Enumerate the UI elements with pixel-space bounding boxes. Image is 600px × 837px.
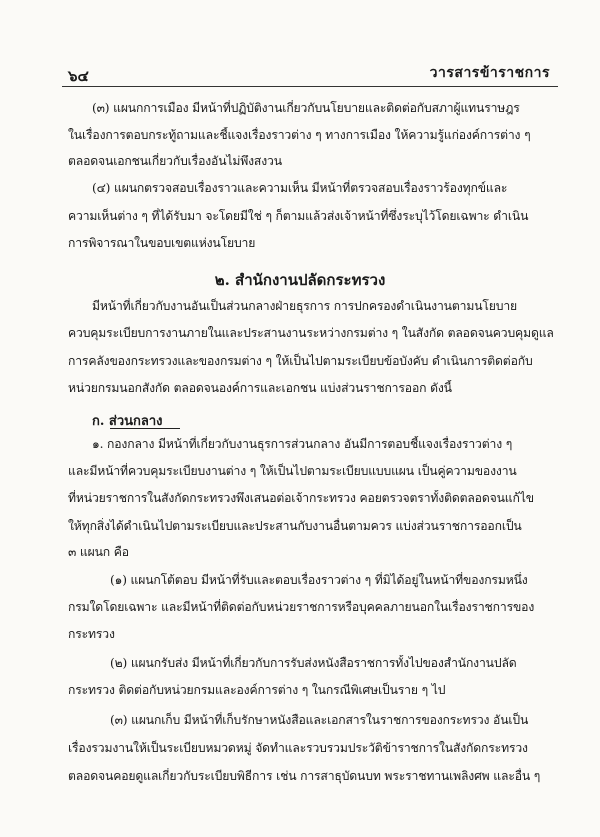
text-line: (๔) แผนกตรวจสอบเรื่องราวและความเห็น มีหน้าที่ตรวจสอบเรื่องราวร้องทุกข์และ	[92, 181, 508, 195]
text-line: การคลังของกระทรวงและของกรมต่าง ๆ ให้เป็นไปตามระเบียบข้อบังคับ ดำเนินการติดต่อกับ	[68, 354, 533, 368]
text-line: กระทรวง ติดต่อกับหน่วยกรมและองค์การต่าง ๆ ในกรณีพิเศษเป็นราย ๆ ไป	[68, 683, 446, 697]
text-line: (๓) แผนกการเมือง มีหน้าที่ปฏิบัติงานเกี่ยวกับนโยบายและติดต่อกับสภาผู้แทนราษฎร	[92, 101, 520, 115]
section-title: ๒. สำนักงานปลัดกระทรวง	[214, 271, 386, 289]
text-line: ตลอดจนคอยดูแลเกี่ยวกับระเบียบพิธีการ เช่น การสาธุบัดนบท พระราชทานเพลิงศพ และอื่น ๆ	[68, 769, 541, 783]
text-line: ที่หน่วยราชการในสังกัดกระทรวงพึงเสนอต่อเจ้ากระทรวง คอยตรวจตราทั้งติดตลอดจนแก้ไข	[68, 491, 534, 505]
text-line: หน่วยกรมนอกสังกัด ตลอดจนองค์การและเอกชน แบ่งส่วนราชการออก ดังนี้	[68, 381, 452, 395]
text-line: (๒) แผนกรับส่ง มีหน้าที่เกี่ยวกับการรับส่งหนังสือราชการทั้งไปของสำนักงานปลัด	[110, 656, 517, 670]
text-line: ในเรื่องการตอบกระทู้ถามและชี้แจงเรื่องราวต่าง ๆ ทางการเมือง ให้ความรู้แก่องค์การต่าง ๆ	[68, 128, 531, 142]
text-line: ความเห็นต่าง ๆ ที่ได้รับมา จะโดยมีใช่ ๆ ก็ตามแล้วส่งเจ้าหน้าที่ซึ่งระบุไว้โดยเฉพาะ ดำเนิน	[68, 209, 529, 223]
text-line: มีหน้าที่เกี่ยวกับงานอันเป็นส่วนกลางฝ่ายธุรการ การปกครองดำเนินงานตามนโยบาย	[92, 299, 518, 313]
text-line: กระทรวง	[68, 627, 115, 641]
text-line: ควบคุมระเบียบการงานภายในและประสานงานระหว่างกรมต่าง ๆ ในสังกัด ตลอดจนควบคุมดูแล	[68, 326, 554, 340]
subsection-underline	[110, 428, 180, 429]
page-number: ๖๔	[68, 67, 89, 85]
header-rule	[62, 86, 558, 87]
subsection-title: ก. ส่วนกลาง	[92, 414, 163, 429]
text-line: เรื่องรวมงานให้เป็นระเบียบหมวดหมู่ จัดทำและรวบรวมประวัติข้าราชการในสังกัดกระทรวง	[68, 741, 528, 755]
text-line: ตลอดจนเอกชนเกี่ยวกับเรื่องอันไม่พึงสงวน	[68, 154, 282, 168]
text-line: และมีหน้าที่ควบคุมระเบียบงานต่าง ๆ ให้เป็นไปตามระเบียบแบบแผน เป็นคู่ความของงาน	[68, 464, 517, 478]
text-line: การพิจารณาในขอบเขตแห่งนโยบาย	[68, 236, 256, 250]
running-header-title: วารสารข้าราชการ	[429, 65, 550, 81]
text-line: ๑. กองกลาง มีหน้าที่เกี่ยวกับงานธุรการส่วนกลาง อันมีการตอบชี้แจงเรื่องราวต่าง ๆ	[92, 437, 513, 451]
text-line: ๓ แผนก คือ	[68, 545, 129, 559]
text-line: กรมใดโดยเฉพาะ และมีหน้าที่ติดต่อกับหน่วยราชการหรือบุคคลภายนอกในเรื่องราชการของ	[68, 600, 535, 614]
text-line: (๑) แผนกโต้ตอบ มีหน้าที่รับและตอบเรื่องราวต่าง ๆ ที่มิได้อยู่ในหน้าที่ของกรมหนึ่ง	[110, 573, 528, 587]
text-line: (๓) แผนกเก็บ มีหน้าที่เก็บรักษาหนังสือและเอกสารในราชการของกระทรวง อันเป็น	[110, 713, 529, 727]
text-line: ให้ทุกสิ่งได้ดำเนินไปตามระเบียบและประสานกับงานอื่นตามควร แบ่งส่วนราชการออกเป็น	[68, 519, 522, 533]
